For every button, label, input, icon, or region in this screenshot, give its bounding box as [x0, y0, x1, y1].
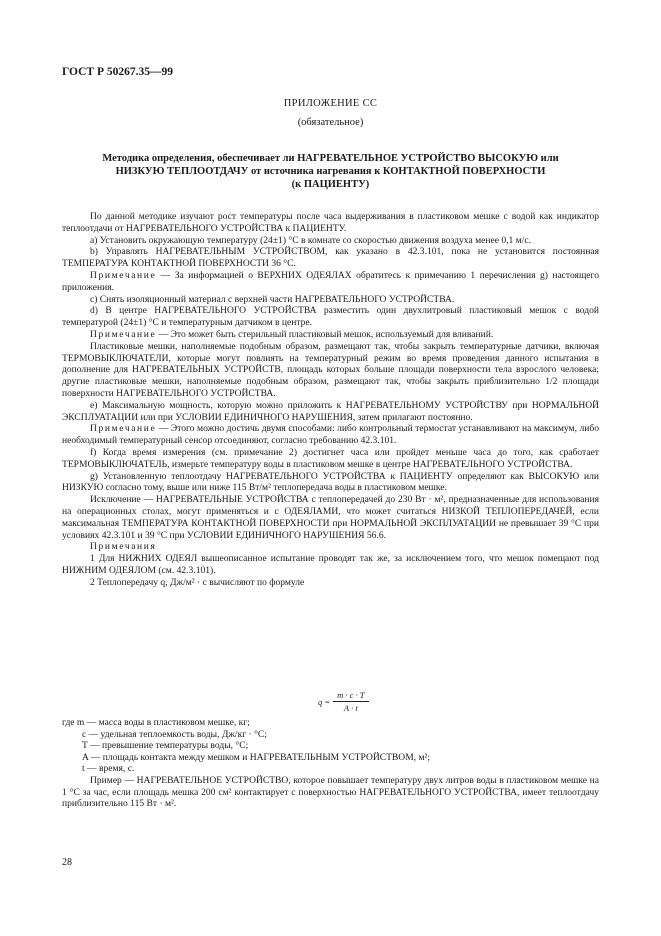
formula-numerator: m · c · T [333, 690, 368, 702]
heat-transfer-formula [318, 690, 369, 713]
section-title [78, 152, 583, 191]
paragraph: с) Снять изоляционный материал с верхней части НАГРЕВАТЕЛЬНОГО УСТРОЙСТВА. [90, 293, 455, 305]
formula-denominator: A · t [343, 703, 358, 713]
paragraph: b) Управлять НАГРЕВАТЕЛЬНЫМ УСТРОЙСТВОМ, как указано в 42.3.101, пока не установится постоянная ТЕМПЕРАТУРА КОНТАКТНОЙ ПОВЕРХНОСТИ 36 °С. [62, 246, 599, 270]
notes-heading [62, 541, 599, 553]
formula-definitions [62, 717, 599, 810]
appendix-status: (обязательное) [297, 117, 364, 128]
definition-item: T — превышение температуры воды, °С; [82, 740, 249, 752]
title-line: Методика определения, обеспечивает ли НАГРЕВАТЕЛЬНОЕ УСТРОЙСТВО ВЫСОКУЮ или [102, 153, 559, 164]
example-paragraph: Пример — НАГРЕВАТЕЛЬНОЕ УСТРОЙСТВО, которое повышает температуру двух литров воды в пластиковом мешке на 1 °С за час, если площадь мешка 200 см² контактирует с поверхностью НАГРЕВАТЕЛЬНОГО УСТРОЙСТВА, имеет теплоотдачу приблизительно 115 Вт · м². [62, 774, 599, 810]
paragraph: f) Когда время измерения (см. примечание 2) достигнет часа или пройдет меньше часа до того, как сработает ТЕРМОВЫКЛЮЧАТЕЛЬ, измерьте температуру воды в пластиковом мешке в центре НАГРЕВАТЕЛЬНОГО УСТРОЙСТВА. [62, 446, 599, 470]
title-line: НИЗКУЮ ТЕПЛООТДАЧУ от источника нагревания к КОНТАКТНОЙ ПОВЕРХНОСТИ [115, 166, 546, 177]
title-line: (к ПАЦИЕНТУ) [291, 179, 370, 190]
note-paragraph: Примечание — Этого можно достичь двумя способами: либо контрольный термостат устанавливают на максимум, либо необходимый температурный сенсор отсоединяют, согласно требованию 42.3.101. [62, 423, 599, 447]
formula-lhs: q = [318, 696, 331, 707]
body-text [62, 211, 599, 589]
note-label: Примечание [90, 269, 157, 281]
paragraph: е) Максимальную мощность, которую можно приложить к НАГРЕВАТЕЛЬНОМУ УСТРОЙСТВУ при НОРМАЛЬНОЙ ЭКСПЛУАТАЦИИ или при УСЛОВИИ ЕДИНИЧНОГО НАРУШЕНИЯ, затем прилагают постоянно. [62, 399, 599, 423]
note-label: Примечание [90, 328, 157, 340]
definition-item: A — площадь контакта между мешком и НАГРЕВАТЕЛЬНЫМ УСТРОЙСТВОМ, м²; [82, 751, 431, 763]
paragraph: Исключение — НАГРЕВАТЕЛЬНЫЕ УСТРОЙСТВА с теплопередачей до 230 Вт · м², предназначенные для использования на операционных столах, могут применяться и с ОДЕЯЛАМИ, что может считаться НИЗКОЙ ТЕПЛОПЕРЕДАЧЕЙ, если максимальная ТЕМПЕРАТУРА КОНТАКТНОЙ ПОВЕРХНОСТИ при НОРМАЛЬНОЙ ЭКСПЛУАТАЦИИ не превышает 39 °С при условиях 42.3.101 и 39 °С при УСЛОВИИ ЕДИНИЧНОГО НАРУШЕНИЯ 56.6. [62, 494, 599, 541]
paragraph: а) Установить окружающую температуру (24±1) °С в комнате со скоростью движения воздуха менее 0,1 м/с. [90, 234, 531, 246]
page-number: 28 [62, 857, 72, 868]
paragraph: g) Установленную теплоотдачу НАГРЕВАТЕЛЬНОГО УСТРОЙСТВА к ПАЦИЕНТУ определяют как ВЫСОКУЮ или НИЗКУЮ согласно тому, выше или ниже 115 Вт/м² теплопередача воды в пластиковом мешке. [62, 470, 599, 494]
appendix-title: ПРИЛОЖЕНИЕ СС [283, 98, 378, 109]
paragraph: Пластиковые мешки, наполняемые подобным образом, размещают так, чтобы закрыть температурные датчики, включая ТЕРМОВЫКЛЮЧАТЕЛИ, которые могут повлиять на температурный режим во время проведения данного испытания в дополнение для НАГРЕВАТЕЛЬНЫХ УСТРОЙСТВ, площадь которых больше площади поверхности тела взрослого человека; другие пластиковые мешки, наполняемые подобным образом, размещают так, чтобы закрыть приблизительно 1/2 площади поверхности НАГРЕВАТЕЛЬНОГО УСТРОЙСТВА. [62, 340, 599, 399]
note-item: 2 Теплопередачу q, Дж/м² · с вычисляют по формуле [90, 576, 305, 588]
definition-item: с — удельная теплоемкость воды, Дж/кг · °С; [82, 728, 267, 740]
paragraph: d) В центре НАГРЕВАТЕЛЬНОГО УСТРОЙСТВА разместить один двухлитровый пластиковый мешок с водой температурой (24±1) °С и температурным датчиком в центре. [62, 305, 599, 329]
notes-label: Примечания [90, 541, 157, 553]
note-paragraph: Примечание — За информацией о ВЕРХНИХ ОДЕЯЛАХ обратитесь к примечанию 1 перечисления g) настоящего приложения. [62, 269, 599, 293]
note-label: Примечание [90, 423, 157, 435]
definition-item: t — время, с. [82, 763, 135, 775]
document-code: ГОСТ Р 50267.35—99 [62, 66, 173, 78]
note-item: 1 Для НИЖНИХ ОДЕЯЛ вышеописанное испытание проводят так же, за исключением того, что мешок помещают под НИЖНИМ ОДЕЯЛОМ (см. 42.3.101). [62, 553, 599, 576]
note-paragraph: Примечание — Это может быть стерильный пластиковый мешок, используемый для вливаний. [90, 328, 494, 340]
paragraph: По данной методике изучают рост температуры после часа выдерживания в пластиковом мешке с водой как индикатор теплоотдачи от НАГРЕВАТЕЛЬНОГО УСТРОЙСТВА к ПАЦИЕНТУ. [62, 211, 599, 234]
formula-fraction [333, 690, 368, 713]
definition-item: где m — масса воды в пластиковом мешке, кг; [62, 717, 250, 728]
